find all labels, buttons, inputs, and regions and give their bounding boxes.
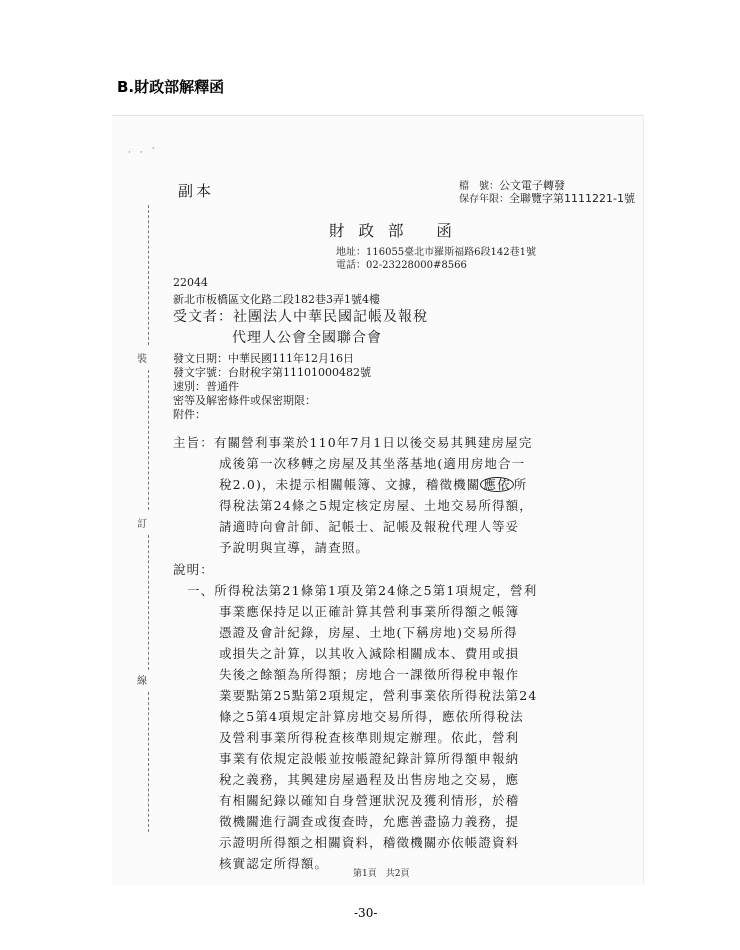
document-title: 財政部 函 xyxy=(329,222,466,240)
explanation-line: 或損失之計算，以其收入減除相關成本、費用或損 xyxy=(219,646,520,661)
copy-label: 副本 xyxy=(178,182,215,200)
subject-line: 予說明與宣導，請查照。 xyxy=(219,540,370,555)
binding-char-1: 裝 xyxy=(137,354,147,365)
binding-char-2: 訂 xyxy=(137,519,147,530)
explanation-line: 條之5第4項規定計算房地交易所得，應依所得稅法 xyxy=(219,709,524,724)
page-number: -30- xyxy=(354,906,378,920)
explanation-line: 徵機關進行調查或復查時，允應善盡協力義務，提 xyxy=(219,814,520,829)
explanation-line: 憑證及會計紀錄，房屋、土地(下稱房地)交易所得 xyxy=(219,625,518,640)
scan-speck: · · ˋ xyxy=(128,148,159,158)
meta-speed: 速別：普通件 xyxy=(173,380,239,393)
meta-attachment: 附件： xyxy=(173,408,206,421)
sender-phone: 電話：02-23228000#8566 xyxy=(336,260,467,271)
subject-line-text-after: 所 xyxy=(513,477,528,492)
explanation-line: 事業有依規定設帳並按帳證紀錄計算所得額申報納 xyxy=(219,751,520,766)
binding-dash-line-1 xyxy=(148,205,149,345)
subject-line: 主旨：有關營利事業於110年7月1日以後交易其興建房屋完 xyxy=(173,435,533,450)
binding-dash-line-4 xyxy=(148,692,149,832)
subject-line xyxy=(219,475,527,493)
meta-doc-number: 發文字號：台財稅字第11101000482號 xyxy=(173,366,371,379)
sender-address: 地址：116055臺北市羅斯福路6段142巷1號 xyxy=(336,247,536,258)
retention-period xyxy=(459,190,635,206)
explanation-line: 事業應保持足以正確計算其營利事業所得額之帳簿 xyxy=(219,604,520,619)
scan-right-edge xyxy=(643,115,644,885)
explanation-line: 業要點第25點第2項規定，營利事業依所得稅法第24 xyxy=(219,688,538,703)
recipient-line-1: 受文者：社團法人中華民國記帳及報稅 xyxy=(173,309,428,325)
subject-line-text: 稅2.0)，未提示相關帳簿、文據，稽徵機關 xyxy=(219,477,481,492)
explanation-line: 稅之義務，其興建房屋過程及出售房地之交易，應 xyxy=(219,772,520,787)
binding-char-3: 線 xyxy=(137,676,147,687)
subject-line: 得稅法第24條之5規定核定房屋、土地交易所得額， xyxy=(219,498,533,513)
explanation-line: 有相關紀錄以確知自身營運狀況及獲利情形，於稽 xyxy=(219,793,520,808)
explanation-line: 示證明所得額之相關資料，稽徵機關亦依帳證資料 xyxy=(219,835,520,850)
binding-dash-line-2 xyxy=(148,370,149,510)
circled-text: 應依 xyxy=(480,477,513,492)
section-heading: B.財政部解釋函 xyxy=(117,78,225,96)
explanation-line: 及營利事業所得稅查核準則規定辦理。依此，營利 xyxy=(219,730,520,745)
explanation-label: 說明： xyxy=(173,562,214,577)
retention-label: 保存年限： xyxy=(459,194,509,205)
retention-value: 全聯覽字第1111221-1號 xyxy=(509,192,635,205)
document-page-footer: 第1頁 共2頁 xyxy=(353,869,410,879)
recipient-line-2: 代理人公會全國聯合會 xyxy=(232,330,382,346)
subject-line: 成後第一次移轉之房屋及其坐落基地(適用房地合一 xyxy=(219,456,526,471)
meta-issue-date: 發文日期：中華民國111年12月16日 xyxy=(173,352,354,365)
recipient-address: 新北市板橋區文化路二段182巷3弄1號4樓 xyxy=(173,293,380,306)
explanation-line: 一、所得稅法第21條第1項及第24條之5第1項規定，營利 xyxy=(187,583,538,598)
subject-line: 請適時向會計師、記帳士、記帳及報稅代理人等妥 xyxy=(219,519,520,534)
binding-dash-line-3 xyxy=(148,535,149,670)
explanation-line: 核實認定所得額。 xyxy=(219,856,329,871)
meta-confidentiality: 密等及解密條件或保密期限： xyxy=(173,394,316,407)
scan-top-edge xyxy=(112,115,644,116)
file-number-value: 公文電子轉發 xyxy=(499,179,565,192)
explanation-line: 失後之餘額為所得額；房地合一課徵所得稅申報作 xyxy=(219,667,520,682)
file-number-label: 檔 號： xyxy=(459,181,499,192)
postal-code: 22044 xyxy=(173,276,208,289)
